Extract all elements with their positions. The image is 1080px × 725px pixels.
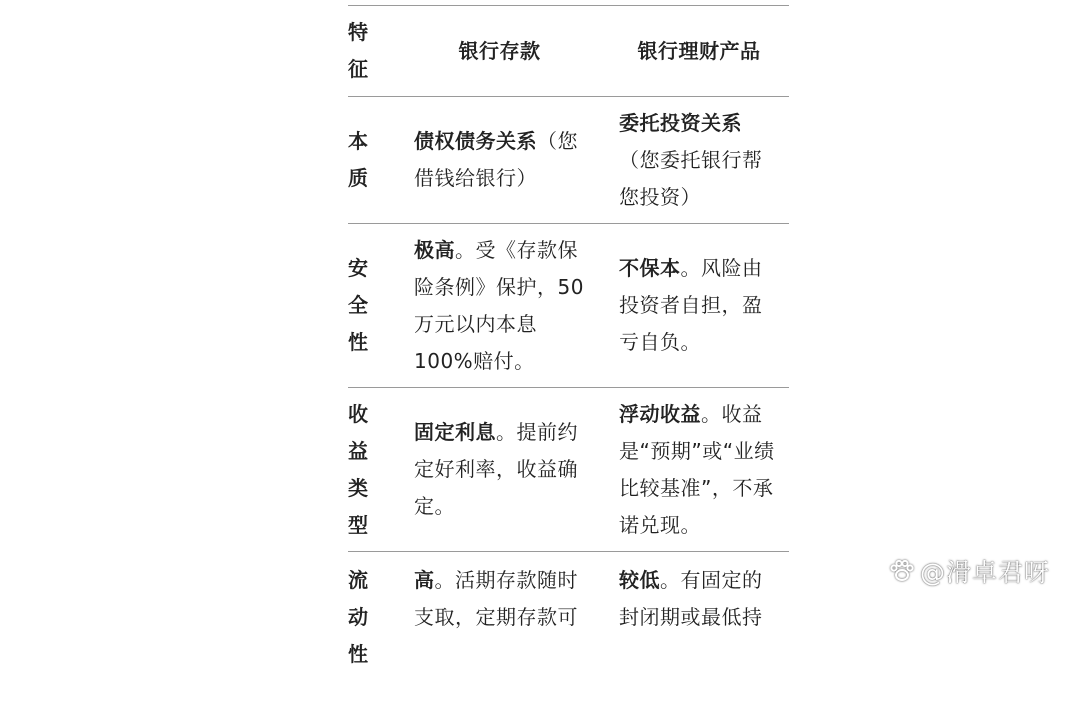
deposit-key: 债权债务关系 bbox=[414, 129, 537, 153]
deposit-detail: 。活期存款随时支取，定期存款可 bbox=[414, 568, 578, 629]
feature-char: 流 bbox=[348, 562, 390, 599]
wealth-cell bbox=[603, 552, 789, 725]
deposit-detail: 。受《存款保险条例》保护，50万元以内本息100%赔付。 bbox=[414, 238, 584, 373]
table-header-row bbox=[348, 6, 789, 97]
wealth-detail: 。风险由投资者自担，盈亏自负。 bbox=[619, 256, 763, 354]
wealth-cell bbox=[603, 224, 789, 388]
feature-char: 型 bbox=[348, 507, 390, 544]
comparison-table-container bbox=[348, 5, 789, 725]
row-feature bbox=[348, 97, 390, 224]
table-row bbox=[348, 97, 789, 224]
feature-char: 类 bbox=[348, 470, 390, 507]
deposit-cell bbox=[390, 97, 603, 224]
feature-char: 性 bbox=[348, 636, 390, 673]
deposit-key: 极高 bbox=[414, 238, 455, 262]
header-feature bbox=[348, 6, 390, 97]
row-feature bbox=[348, 224, 390, 388]
comparison-table bbox=[348, 5, 789, 725]
header-feature-char: 特 bbox=[348, 14, 390, 51]
watermark bbox=[888, 553, 1050, 589]
deposit-detail: 。提前约定好利率，收益确定。 bbox=[414, 420, 578, 518]
table-row bbox=[348, 388, 789, 552]
deposit-detail: （您借钱给银行） bbox=[414, 129, 578, 190]
watermark-text: @滑卓君呀 bbox=[920, 553, 1050, 589]
feature-char: 收 bbox=[348, 396, 390, 433]
wealth-key: 委托投资关系 bbox=[619, 111, 742, 135]
deposit-cell bbox=[390, 224, 603, 388]
row-feature bbox=[348, 388, 390, 552]
header-wealth: 银行理财产品 bbox=[603, 6, 789, 97]
deposit-cell bbox=[390, 388, 603, 552]
table-row bbox=[348, 224, 789, 388]
table-row bbox=[348, 552, 789, 725]
feature-char: 性 bbox=[348, 324, 390, 361]
wealth-detail: （您委托银行帮您投资） bbox=[619, 148, 763, 209]
header-deposit: 银行存款 bbox=[390, 6, 603, 97]
deposit-key: 固定利息 bbox=[414, 420, 496, 444]
feature-char: 动 bbox=[348, 599, 390, 636]
feature-char: 安 bbox=[348, 250, 390, 287]
wealth-key: 浮动收益 bbox=[619, 402, 701, 426]
feature-char: 本 bbox=[348, 123, 390, 160]
wealth-detail: 。有固定的封闭期或最低持 bbox=[619, 568, 763, 629]
wealth-detail: 。收益是“预期”或“业绩比较基准”，不承诺兑现。 bbox=[619, 402, 775, 537]
deposit-cell bbox=[390, 552, 603, 725]
feature-char: 质 bbox=[348, 160, 390, 197]
header-feature-char: 征 bbox=[348, 51, 390, 88]
wealth-cell bbox=[603, 388, 789, 552]
wealth-key: 较低 bbox=[619, 568, 660, 592]
paw-icon bbox=[888, 557, 916, 585]
row-feature bbox=[348, 552, 390, 725]
feature-char: 全 bbox=[348, 287, 390, 324]
feature-char: 益 bbox=[348, 433, 390, 470]
deposit-key: 高 bbox=[414, 568, 435, 592]
wealth-cell bbox=[603, 97, 789, 224]
wealth-key: 不保本 bbox=[619, 256, 681, 280]
